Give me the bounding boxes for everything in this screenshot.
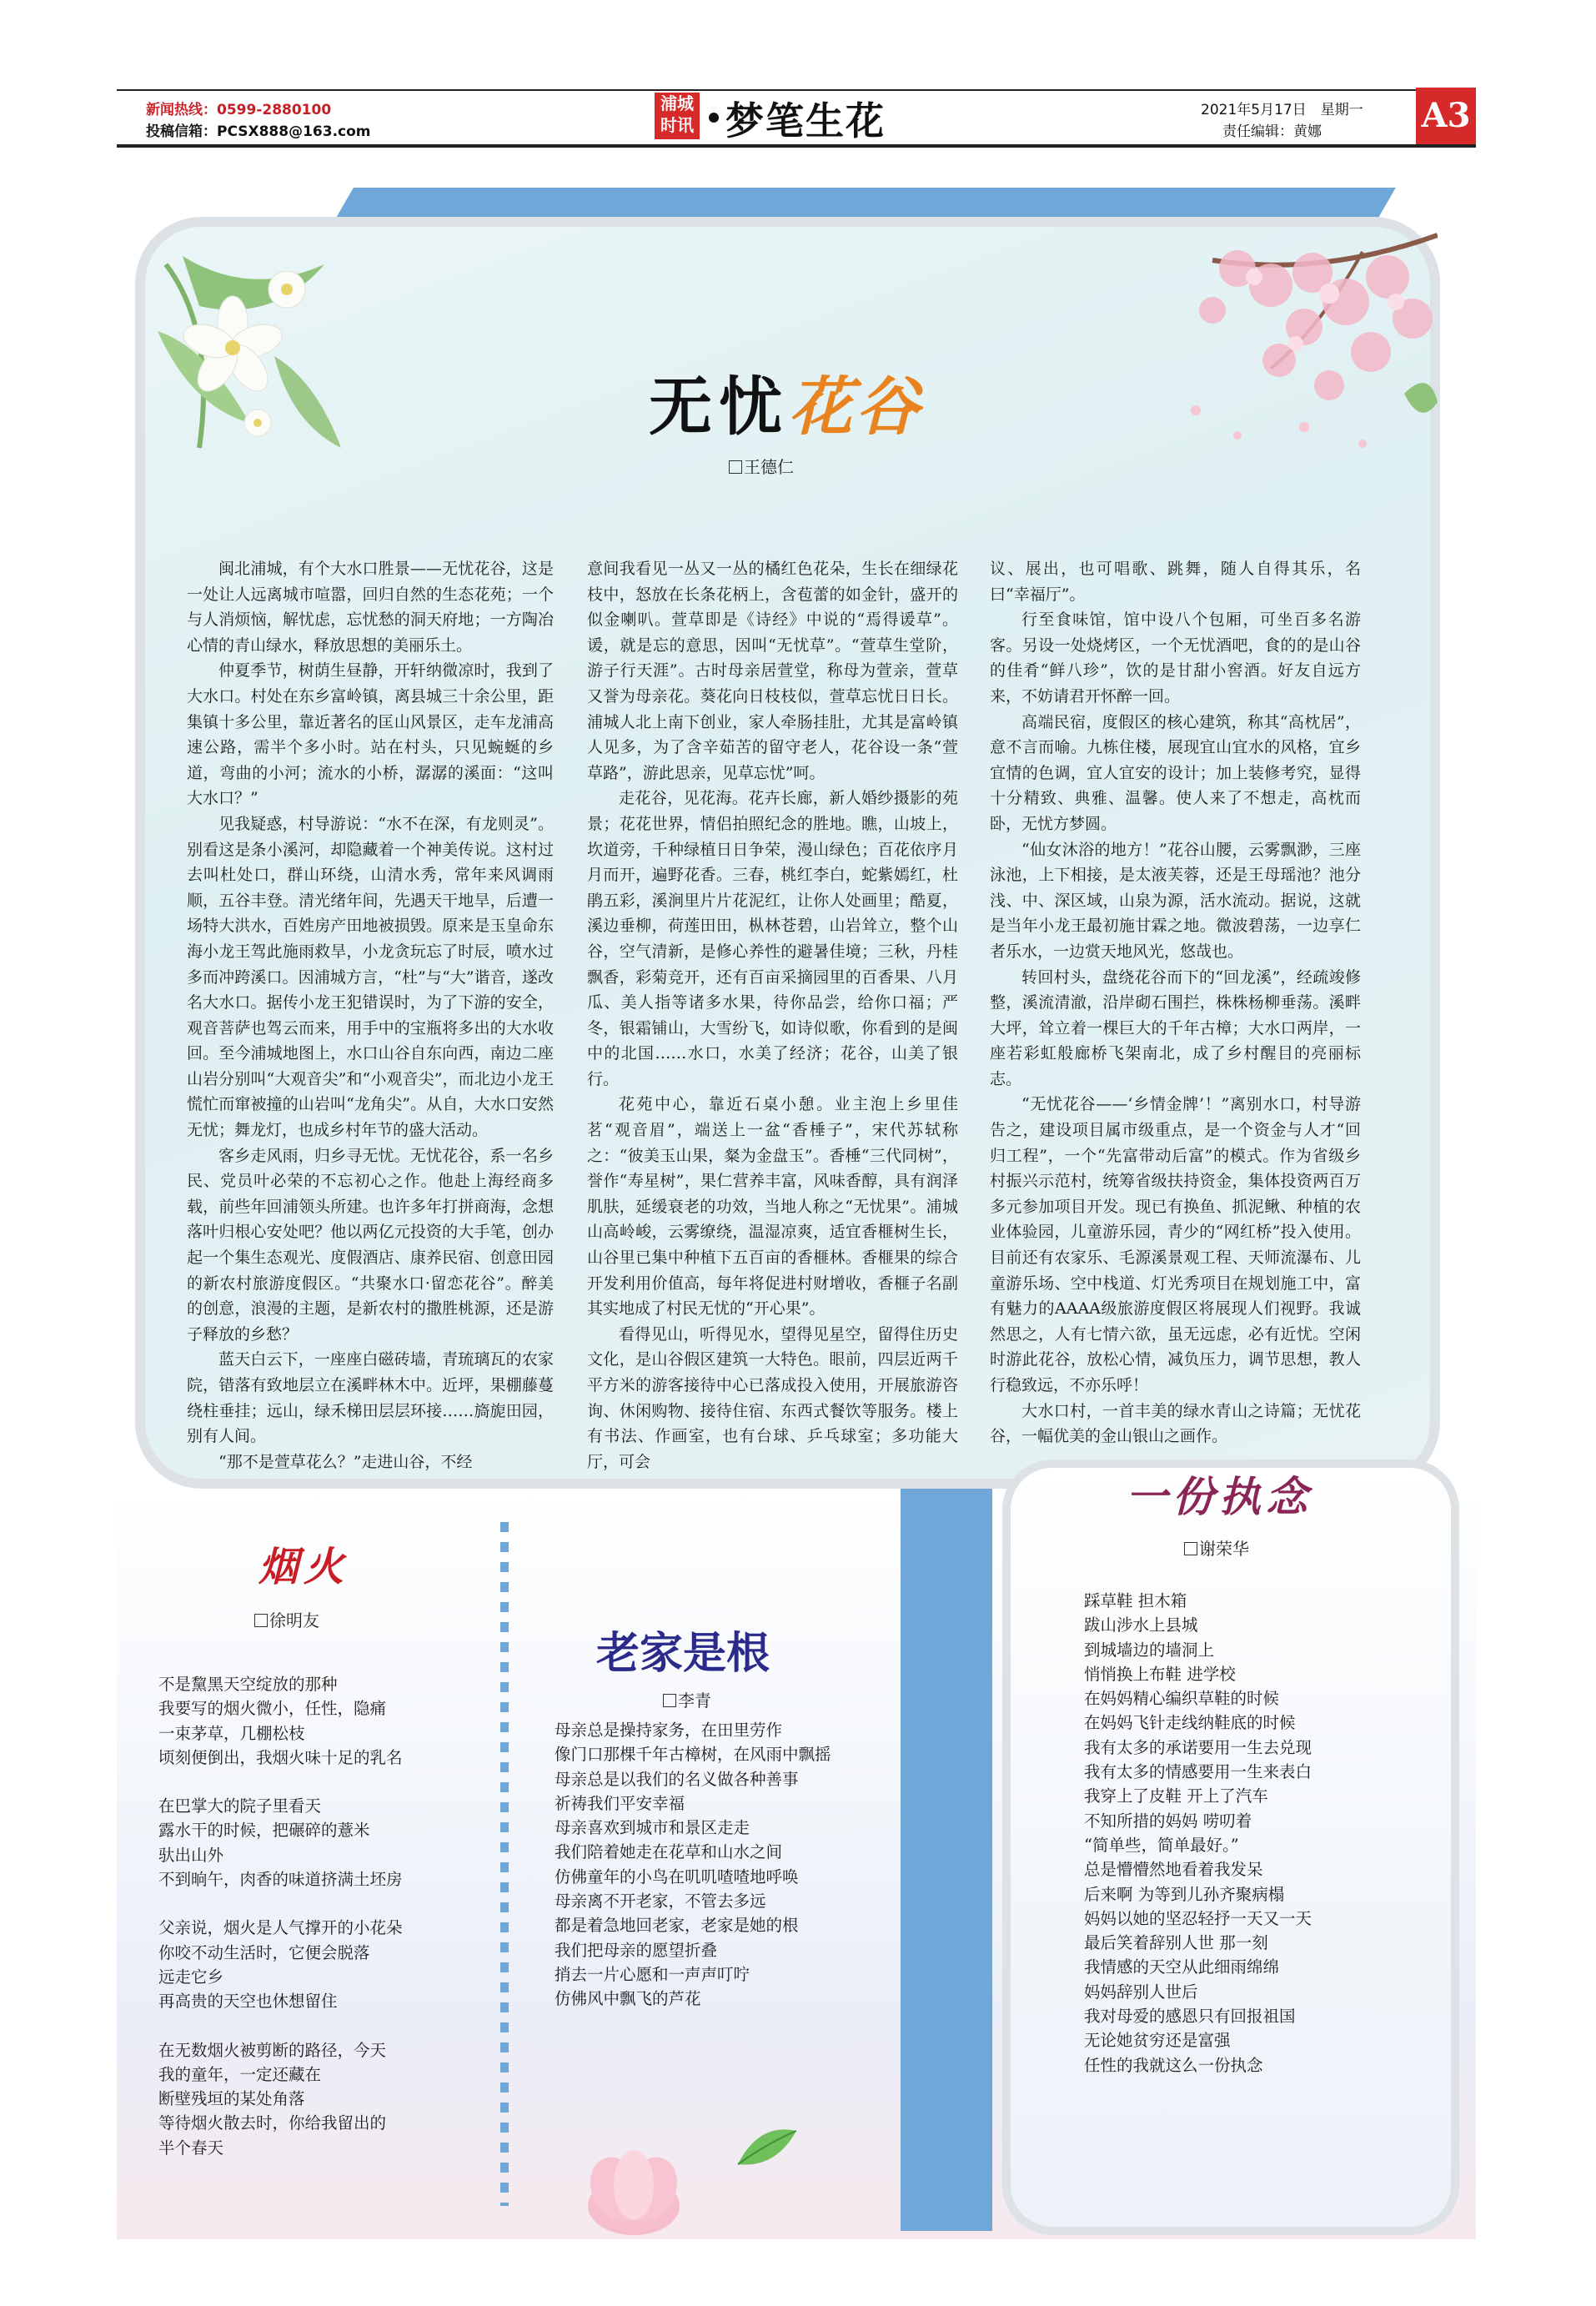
poem-line: 在妈妈精心编织草鞋的时候 — [1084, 1689, 1280, 1709]
poem-line: 妈妈以她的坚忍轻抒一天又一天 — [1084, 1908, 1312, 1928]
poem-line: 你咬不动生活时，它便会脱落 — [158, 1942, 370, 1962]
poem-line: 我们把母亲的愿望折叠 — [555, 1940, 718, 1960]
header-rule-bottom — [117, 144, 1476, 148]
byline-box-icon — [663, 1694, 676, 1707]
paragraph: “无忧花谷——‘乡情金牌’！”离别水口，村导游告之，建设项目属市级重点，是一个资金与人才“回归工程”，一个“先富带动后富”的模式。作为省级乡村振兴示范村，统筹省级扶持资金，集体投资两百万多元参加项目开发。现已有换鱼、抓泥鳅、种植的农业体验园，儿童游乐园，青少的“网红桥”投入使用。目前还有农家乐、毛源溪景观工程、天师流瀑布、儿童游乐场、空中栈道、灯光秀项目在规划施工中，富有魅力的AAAA级旅游度假区将展现人们视野。我诚然思之，人有七情六欲，虽无远虑，必有近忧。空闲时游此花谷，放松心情，减负压力，调节思想，教人行稳致远，不亦乐呼！ — [990, 1095, 1361, 1394]
poem-line: “简单些，简单最好。” — [1084, 1835, 1239, 1855]
poem-zhinian-body — [1084, 1589, 1312, 2077]
poem-line: 我有太多的情感要用一生来表白 — [1084, 1762, 1312, 1782]
paragraph: 走花谷，见花海。花卉长廊，新人婚纱摄影的苑景；花花世界，情侣拍照纪念的胜地。瞧，山坡上，坎道旁，千种绿植日日争荣，漫山绿色；百花依序月月而开，遍野花香。三春，桃红李白，蛇紫嫣红，杜鹃五彩，溪涧里片片花泥红，让你人处画里；酷夏，溪边垂柳，荷莲田田，枞林苍碧，山岩耸立，整个山谷，空气清新，是修心养性的避暑佳境；三秋，丹桂飘香，彩菊竞开，还有百亩采摘园里的百香果、八月瓜、美人指等诸多水果，待你品尝，给你口福；严冬，银霜铺山，大雪纷飞，如诗似歌，你看到的是闽中的北国……水口，水美了经济；花谷，山美了银行。 — [587, 789, 958, 1088]
poem-line: 在无数烟火被剪断的路径，今天 — [158, 2040, 387, 2060]
paragraph: 大水口村，一首丰美的绿水青山之诗篇；无忧花谷，一幅优美的金山银山之画作。 — [990, 1401, 1361, 1446]
poem-line: 半个春天 — [158, 2138, 224, 2158]
poem-line: 在妈妈飞针走线纳鞋底的时候 — [1084, 1713, 1296, 1733]
article-column-3 — [990, 556, 1361, 1449]
poem-line: 不是黧黑天空绽放的那种 — [158, 1675, 338, 1694]
news-hotline: 新闻热线：0599-2880100 — [146, 102, 332, 118]
poem-line: 等待烟火散去时，你给我留出的 — [158, 2113, 387, 2133]
byline-box-icon — [254, 1614, 268, 1627]
paragraph: 行至食味馆，馆中设八个包厢，可坐百多名游客。另设一处烧烤区，一个无忧酒吧，食的的是山谷的佳肴“鲜八珍”，饮的是甘甜小窖酒。好友自远方来，不妨请君开怀醉一回。 — [990, 610, 1361, 706]
poem-line: 任性的我就这么一份执念 — [1084, 2055, 1263, 2075]
dotted-divider — [500, 1522, 509, 2206]
poem-line: 母亲总是以我们的名义做各种善事 — [555, 1769, 799, 1789]
poem-laojia-body — [555, 1718, 831, 2012]
responsible-editor: 责任编辑：黄娜 — [1222, 123, 1322, 140]
paragraph: 仲夏季节，树荫生昼静，开轩纳微凉时，我到了大水口。村处在东乡富岭镇，离县城三十余公里，距集镇十多公里，靠近著名的匡山风景区，走车龙浦高速公路，需半个多小时。站在村头，只见蜿蜒的乡道，弯曲的小河；流水的小桥，潺潺的溪面：“这叫大水口？” — [187, 661, 554, 808]
poem-line: 顷刻便倒出，我烟火味十足的乳名 — [158, 1747, 403, 1767]
issue-date: 2021年5月17日 星期一 — [1201, 102, 1363, 118]
white-flower-illustration — [149, 231, 358, 481]
poem-zhinian-byline — [1184, 1535, 1249, 1560]
article-byline — [729, 454, 794, 478]
cherry-blossom-illustration — [1112, 227, 1438, 477]
poem-line: 无论她贫穷还是富强 — [1084, 2031, 1231, 2051]
poem-line: 我们陪着她走在花草和山水之间 — [555, 1842, 783, 1862]
title-bullet — [709, 113, 719, 123]
lotus-flower-illustration — [550, 2139, 717, 2239]
paragraph: 议、展出，也可唱歌、跳舞，随人自得其乐，名曰“幸福厅”。 — [990, 560, 1361, 604]
paragraph: 客乡走风雨，归乡寻无忧。无忧花谷，系一名乡民、党员叶必荣的不忘初心之作。他赴上海经商多载，前些年回浦领头所建。也许多年打拼商海，念想落叶归根心安处吧？他以两亿元投资的大手笔，创办起一个集生态观光、度假酒店、康养民宿、创意田园的新农村旅游度假区。“共聚水口·留恋花谷”。醉美的创意，浪漫的主题，是新农村的撒胜桃源，还是游子释放的乡愁？ — [187, 1146, 554, 1344]
page-header — [117, 88, 1476, 146]
poem-line: 总是懵懵然地看着我发呆 — [1084, 1860, 1263, 1880]
paragraph: 意间我看见一丛又一丛的橘红色花朵，生长在细绿花枝中，怒放在长条花柄上，含苞蕾的如金针，盛开的似金喇叭。萱草即是《诗经》中说的“焉得谖草”。谖，就是忘的意思，因叫“无忧草”。“萱草生堂阶，游子行天涯”。古时母亲居萱堂，称母为萱亲，萱草又誉为母亲花。葵花向日枝枝似，萱草忘忧日日长。浦城人北上南下创业，家人牵肠挂肚，尤其是富岭镇人见多，为了含辛茹苦的留守老人，花谷设一条“萱草路”，游此思亲，见草忘忧”呵。 — [587, 560, 958, 782]
poem-line: 露水干的时候，把碾碎的薏米 — [158, 1821, 370, 1841]
poem-yanhuo-author: 徐明友 — [269, 1610, 319, 1630]
poem-line: 不知所措的妈妈 唠叨着 — [1084, 1811, 1252, 1831]
poem-line: 我有太多的承诺要用一生去兑现 — [1084, 1737, 1312, 1757]
poem-line: 在巴掌大的院子里看天 — [158, 1796, 322, 1816]
poem-line: 祈祷我们平安幸福 — [555, 1793, 685, 1813]
decor-blue-strip-middle — [901, 1455, 992, 2231]
poem-line: 再高贵的天空也休想留住 — [158, 1992, 338, 2012]
poem-laojia-byline — [663, 1687, 711, 1711]
poem-line: 我情感的天空从此细雨绵绵 — [1084, 1957, 1280, 1977]
paragraph: 高端民宿，度假区的核心建筑，称其“高枕居”，意不言而喻。九栋住楼，展现宜山宜水的风格，宜乡宜情的色调，宜人宜安的设计；加上装修考究，显得十分精致、典雅、温馨。使人来了不想走，高枕而卧，无忧方梦圆。 — [990, 712, 1361, 833]
page-number-badge: A3 — [1416, 88, 1476, 144]
poem-line: 到城墙边的墙洞上 — [1084, 1640, 1215, 1660]
poem-line: 后来啊 为等到儿孙齐聚病榻 — [1084, 1884, 1285, 1904]
poem-line: 仿佛风中飘飞的芦花 — [555, 1989, 701, 2009]
poem-line: 远走它乡 — [158, 1967, 224, 1987]
paragraph: 花苑中心，靠近石桌小憩。业主泡上乡里佳茗“观音眉”，端送上一盆“香棰子”，宋代苏轼称之：“彼美玉山果，粲为金盘玉”。香棰“三代同树”，誉作“寿星树”，果仁营养丰富，风味香醇，具有润泽肌肤，延缓衰老的功效，当地人称之“无忧果”。浦城山高岭峻，云雾缭绕，温湿凉爽，适宜香榧树生长，山谷里已集中种植下五百亩的香榧林。香榧果的综合开发利用价值高，每年将促进村财增收，香榧子名副其实地成了村民无忧的“开心果”。 — [587, 1095, 958, 1319]
paragraph: 蓝天白云下，一座座白磁砖墙，青琉璃瓦的农家院，错落有致地层立在溪畔林木中。近坪，果棚藤蔓绕柱垂挂；远山，绿禾梯田层层环接……旖旎田园，别有人间。 — [187, 1350, 554, 1446]
poem-line: 驮出山外 — [158, 1845, 224, 1865]
article-title-part-2: 花谷 — [789, 369, 922, 444]
article-column-1 — [187, 556, 554, 1475]
logo-line-2: 时讯 — [660, 115, 694, 135]
paragraph: “仙女沐浴的地方！”花谷山腰，云雾飘渺，三座泳池，上下相接，是太液芙蓉，还是王母瑶池？池分浅、中、深区域，山泉为源，活水流动。据说，这就是当年小龙王最初施甘霖之地。微波碧荡，一边享仁者乐水，一边赏天地风光，悠哉也。 — [990, 840, 1361, 961]
poem-zhinian-author: 谢荣华 — [1199, 1539, 1249, 1559]
feature-article-card — [135, 217, 1440, 1489]
poem-line: 我要写的烟火微小，任性，隐痛 — [158, 1699, 387, 1719]
paragraph: 转回村头，盘绕花谷而下的“回龙溪”，经疏竣修整，溪流清澈，沿岸砌石围拦，株株杨柳垂荡。溪畔大坪，耸立着一棵巨大的千年古樟；大水口两岸，一座若彩虹般廊桥飞架南北，成了乡村醒目的亮丽标志。 — [990, 967, 1361, 1088]
poem-line: 一束茅草，几棚松枝 — [158, 1723, 305, 1743]
paragraph: 看得见山，听得见水，望得见星空，留得住历史文化，是山谷假区建筑一大特色。眼前，四层近两千平方米的游客接待中心已落成投入使用，开展旅游咨询、休闲购物、接待住宿、东西式餐饮等服务。楼上有书法、作画室，也有台球、乒乓球室；多功能大厅，可会 — [587, 1324, 958, 1471]
article-author: 王德仁 — [744, 457, 794, 477]
logo-line-1: 浦城 — [660, 93, 694, 113]
column-title: 梦笔生花 — [725, 98, 886, 143]
poem-line: 仿佛童年的小鸟在叽叽喳喳地呼唤 — [555, 1866, 799, 1886]
poem-laojia-author: 李青 — [678, 1691, 711, 1711]
poem-title-zhinian: 一份执念 — [1126, 1472, 1312, 1521]
paragraph: 见我疑惑，村导游说：“水不在深，有龙则灵”。别看这是条小溪河，却隐藏着一个神美传说。这村过去叫杜处口，群山环绕，山清水秀，常年来风调雨顺，五谷丰登。清光绪年间，先遇天干地旱，后遭一场特大洪水，百姓房产田地被损毁。原来是玉皇命东海小龙王驾此施雨救旱，小龙贪玩忘了时辰，喷水过多而冲跨溪口。因浦城方言，“杜”与“大”谐音，遂改名大水口。据传小龙王犯错误时，为了下游的安全，观音菩萨也驾云而来，用手中的宝瓶将多出的大水收回。至今浦城地图上，水口山谷自东向西，南边二座山岩分别叫“大观音尖”和“小观音尖”，而北边小龙王慌忙而窜被撞的山岩叫“龙角尖”。从自，大水口安然无忧；舞龙灯，也成乡村年节的盛大活动。 — [187, 814, 554, 1140]
poem-line: 父亲说，烟火是人气撑开的小花朵 — [158, 1918, 403, 1938]
poem-line: 悄悄换上布鞋 进学校 — [1084, 1664, 1236, 1684]
stanza-gap — [158, 2014, 403, 2038]
poem-yanhuo-body — [158, 1672, 403, 2160]
article-title-part-1: 无忧 — [649, 369, 789, 444]
stanza-gap — [158, 1770, 403, 1794]
article-title — [577, 356, 994, 447]
newspaper-page — [117, 88, 1476, 2239]
stanza-gap — [158, 1892, 403, 1916]
poem-line: 踩草鞋 担木箱 — [1084, 1591, 1187, 1610]
poem-line: 我的童年，一定还藏在 — [158, 2064, 322, 2084]
article-column-2 — [587, 556, 958, 1475]
poem-line: 跋山涉水上县城 — [1084, 1615, 1198, 1635]
poem-line: 捎去一片心愿和一声声叮咛 — [555, 1964, 750, 1984]
poem-line: 都是着急地回老家，老家是她的根 — [555, 1916, 799, 1936]
poem-title-laojia: 老家是根 — [596, 1629, 770, 1679]
poem-line: 我对母爱的感恩只有回报祖国 — [1084, 2007, 1296, 2027]
paragraph: 闽北浦城，有个大水口胜景——无忧花谷，这是一处让人远离城市喧嚣，回归自然的生态花苑；一个与人消烦恼，解忧虑，忘忧愁的洞天府地；一方陶冶心情的青山绿水，释放思想的美丽乐土。 — [187, 560, 554, 655]
green-leaf-illustration — [734, 2123, 801, 2173]
poem-line: 母亲离不开老家，不管去多远 — [555, 1892, 766, 1912]
poem-line: 母亲总是操持家务，在田里劳作 — [555, 1721, 783, 1740]
paragraph: “那不是萱草花么？”走进山谷，不经 — [218, 1452, 473, 1471]
poem-line: 断壁残垣的某处角落 — [158, 2089, 305, 2109]
poem-line: 母亲喜欢到城市和景区走走 — [555, 1818, 750, 1838]
poem-line: 像门口那棵千年古樟树，在风雨中飘摇 — [555, 1745, 831, 1765]
poem-line: 最后笑着辞别人世 那一刻 — [1084, 1933, 1268, 1953]
newspaper-logo — [655, 93, 700, 139]
byline-box-icon — [1184, 1542, 1197, 1555]
submission-email: 投稿信箱：PCSX888@163.com — [146, 123, 371, 140]
byline-box-icon — [729, 460, 742, 474]
poem-title-yanhuo: 烟火 — [258, 1544, 349, 1590]
poem-line: 我穿上了皮鞋 开上了汽车 — [1084, 1786, 1268, 1806]
poem-line: 妈妈辞别人世后 — [1084, 1982, 1198, 2002]
poem-line: 不到晌午，肉香的味道挤满土坯房 — [158, 1870, 403, 1890]
poem-yanhuo-byline — [254, 1607, 319, 1631]
